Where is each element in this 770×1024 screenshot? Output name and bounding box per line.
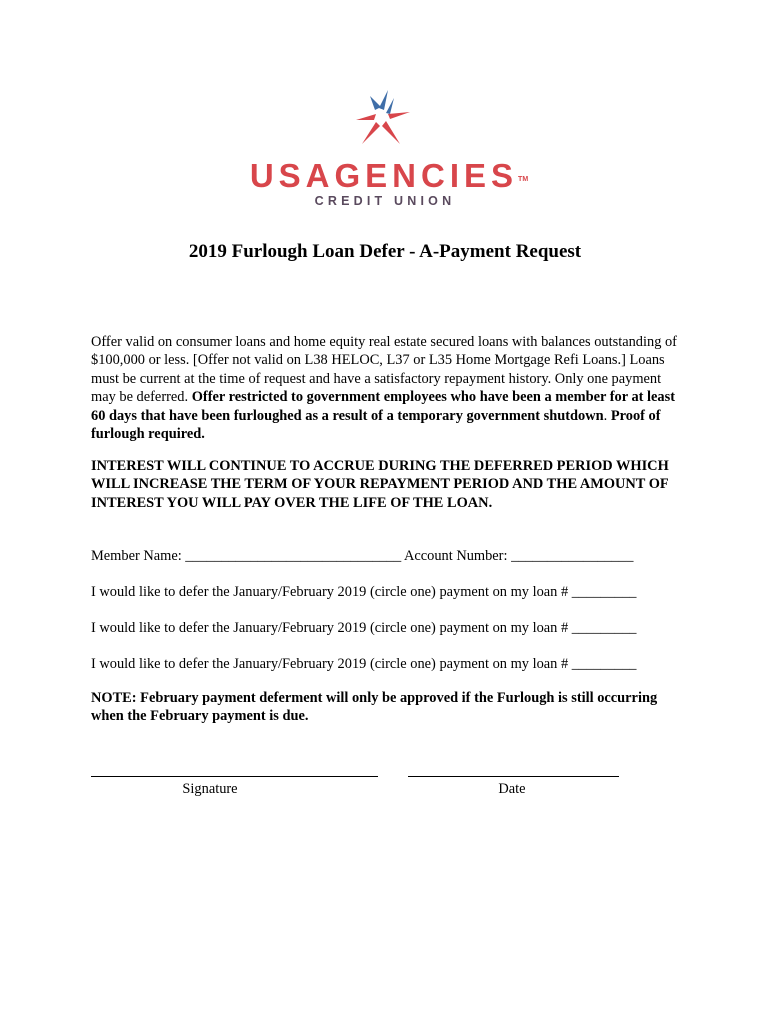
credit-union-logo: [0, 88, 770, 206]
eligibility-text: Offer restricted to government employees who have been a member for at least 60 days that have been furloughed as a result of a temporary government shutdown: [91, 389, 675, 424]
defer-line-1[interactable]: I would like to defer the January/February 2019 (circle one) payment on my loan # _________: [91, 584, 637, 600]
offer-separator: .: [603, 407, 611, 424]
proof-required-text: Proof of furlough required.: [91, 407, 661, 443]
signature-line[interactable]: [91, 776, 378, 777]
defer-line-3[interactable]: I would like to defer the January/February 2019 (circle one) payment on my loan # _________: [91, 656, 637, 672]
logo-wordmark: USAGENCIES™: [249, 157, 529, 194]
star-logo-icon: [348, 88, 414, 148]
february-note: NOTE: February payment deferment will only be approved if the Furlough is still occurring when the February payment is due.: [91, 690, 658, 725]
date-line[interactable]: [408, 776, 619, 777]
interest-warning: INTEREST WILL CONTINUE TO ACCRUE DURING THE DEFERRED PERIOD WHICH WILL INCREASE THE TERM OF YOUR REPAYMENT PERIOD AND THE AMOUNT OF INTEREST YOU WILL PAY OVER THE LIFE OF THE LOAN.: [91, 458, 669, 511]
defer-line-2[interactable]: I would like to defer the January/February 2019 (circle one) payment on my loan # _________: [91, 620, 637, 636]
offer-paragraph: [91, 333, 681, 443]
offer-text: Offer valid on consumer loans and home equity real estate secured loans with balances outstanding of $100,000 or less. [Offer not valid on L38 HELOC, L37 or L35 Home Mortgage Refi Loans.] Loans must be current at the time of request and have a satisfactory repayment history. Only one payment may be deferred.: [91, 334, 677, 406]
page-title: 2019 Furlough Loan Defer - A-Payment Request: [188, 241, 582, 262]
trademark-mark: TM: [518, 176, 529, 183]
member-account-field[interactable]: Member Name: ______________________________ Account Number: _________________: [91, 548, 634, 564]
date-label: Date: [498, 781, 526, 797]
signature-label: Signature: [182, 781, 238, 797]
logo-subtitle: CREDIT UNION: [314, 194, 456, 208]
